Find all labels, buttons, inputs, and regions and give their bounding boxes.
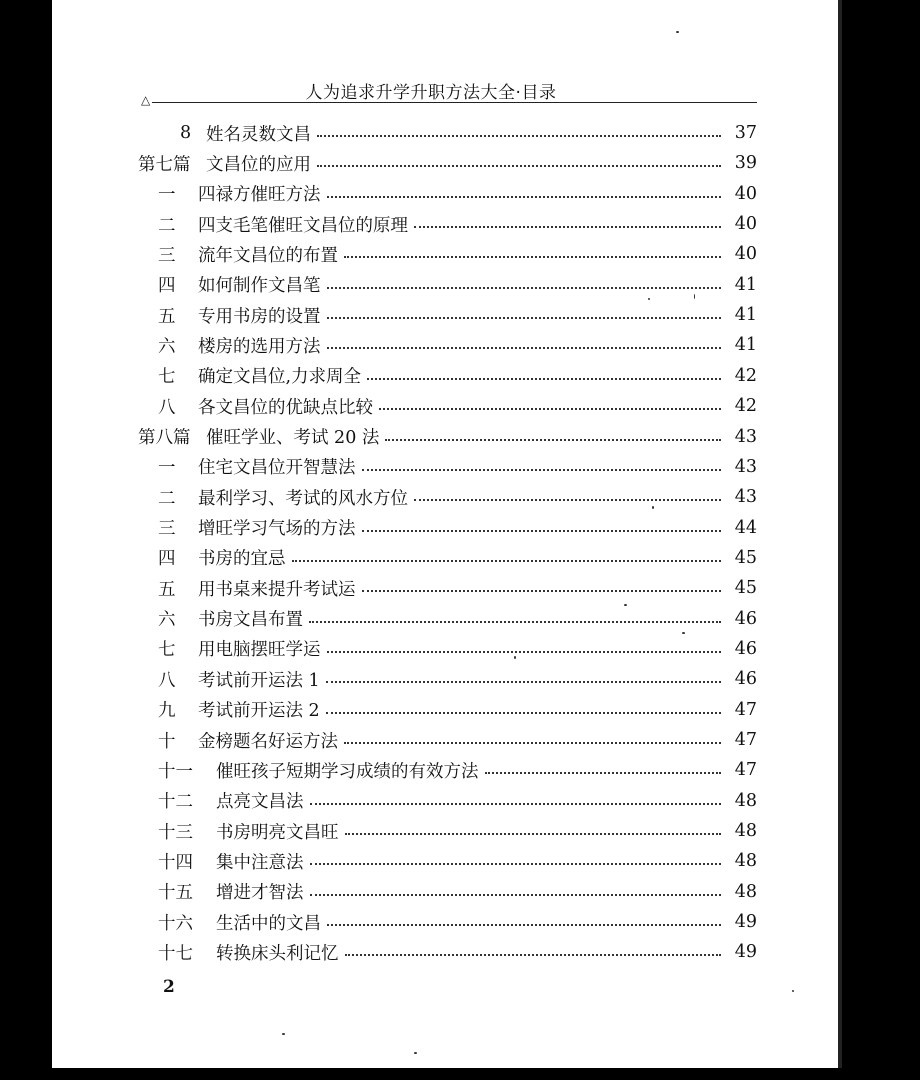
dot-leader <box>310 793 722 805</box>
toc-entry <box>158 786 757 816</box>
toc-entry-number: 十一 <box>158 761 193 782</box>
toc-entry-number: 五 <box>158 306 176 327</box>
toc-entry <box>158 391 757 421</box>
dot-leader <box>362 520 722 532</box>
toc-entry <box>158 543 757 573</box>
dot-leader <box>327 641 722 653</box>
dot-leader <box>326 702 721 714</box>
toc-entry-page: 46 <box>734 608 757 629</box>
toc-entry-title: 文昌位的应用 <box>206 154 311 175</box>
toc-entry-title: 书房的宜忌 <box>198 549 286 570</box>
triangle-marker-icon: △ <box>141 93 151 107</box>
toc-entry-page: 49 <box>734 942 757 963</box>
toc-entry-page: 48 <box>734 851 757 872</box>
toc-entry-page: 45 <box>734 578 757 599</box>
toc-entry-page: 37 <box>734 123 757 143</box>
toc-entry-title: 点亮文昌法 <box>216 792 304 813</box>
toc-entry <box>158 300 757 330</box>
toc-entry-title: 如何制作文昌笔 <box>198 276 321 297</box>
toc-entry-page: 43 <box>734 426 757 447</box>
toc-entry <box>158 361 757 391</box>
dot-leader <box>362 459 722 471</box>
toc-entry <box>158 907 757 937</box>
scan-speck <box>676 31 679 33</box>
toc-entry <box>158 664 757 694</box>
toc-entry-title: 专用书房的设置 <box>198 306 321 327</box>
toc-entry-number: 十三 <box>158 822 193 843</box>
dot-leader <box>292 550 722 562</box>
toc-entry-number: 十二 <box>158 792 193 813</box>
toc-entry-number: 四 <box>158 549 176 570</box>
toc-entry-number: 第八篇 <box>138 428 191 448</box>
toc-entry-number: 七 <box>158 640 176 661</box>
toc-entry <box>158 452 757 482</box>
dot-leader <box>317 125 721 137</box>
toc-entry-title: 书房明亮文昌旺 <box>216 822 339 843</box>
toc-entry-title: 书房文昌布置 <box>198 610 303 631</box>
dot-leader <box>327 914 721 926</box>
toc-entry-number: 8 <box>180 123 192 143</box>
toc-entry-title: 考试前开运法 1 <box>198 670 320 691</box>
dot-leader <box>379 398 721 410</box>
toc-entry-page: 43 <box>734 487 757 508</box>
toc-entry-page: 49 <box>734 912 757 933</box>
dot-leader <box>414 216 721 228</box>
dot-leader <box>327 337 722 349</box>
dot-leader <box>362 580 722 592</box>
scan-speck <box>624 604 627 606</box>
toc-entry-number: 四 <box>158 276 176 297</box>
toc-entry <box>158 816 757 846</box>
scan-speck <box>694 294 695 299</box>
dot-leader <box>317 155 721 167</box>
toc-entry <box>158 209 757 239</box>
toc-entry-page: 47 <box>734 699 757 720</box>
page-number: 2 <box>163 977 175 997</box>
toc-entry-title: 增旺学习气场的方法 <box>198 519 356 540</box>
toc-entry-page: 39 <box>734 153 757 174</box>
toc-entry-title: 催旺学业、考试 20 法 <box>206 428 380 448</box>
dot-leader <box>385 429 721 441</box>
toc-entry <box>138 422 757 452</box>
toc-entry <box>158 179 757 209</box>
dot-leader <box>345 944 722 956</box>
toc-entry <box>158 482 757 512</box>
toc-entry <box>158 513 757 543</box>
toc-entry-title: 集中注意法 <box>216 852 304 873</box>
scan-speck <box>682 632 685 634</box>
toc-entry-page: 40 <box>734 214 757 235</box>
dot-leader <box>414 489 721 501</box>
scan-speck <box>792 990 794 992</box>
toc-entry <box>138 148 757 178</box>
toc-entry-title: 四禄方催旺方法 <box>198 185 321 206</box>
page-edge <box>838 0 842 1068</box>
toc-entry <box>158 937 757 967</box>
toc-entry-page: 48 <box>734 790 757 811</box>
toc-entry-number: 二 <box>158 215 176 236</box>
toc-entry-title: 住宅文昌位开智慧法 <box>198 458 356 479</box>
dot-leader <box>344 732 721 744</box>
toc-entry-page: 41 <box>734 274 757 295</box>
toc-entry-number: 三 <box>158 245 176 266</box>
toc-entry-title: 楼房的选用方法 <box>198 336 321 357</box>
dot-leader <box>310 884 722 896</box>
toc-entry-title: 考试前开运法 2 <box>198 701 320 722</box>
scan-speck <box>648 298 650 300</box>
toc-entry-title: 金榜题名好运方法 <box>198 731 338 752</box>
toc-entry-number: 八 <box>158 670 176 691</box>
toc-entry-page: 48 <box>734 821 757 842</box>
toc-entry <box>158 604 757 634</box>
toc-entry <box>158 725 757 755</box>
toc-entry-page: 42 <box>734 365 757 386</box>
toc-entry-number: 二 <box>158 488 176 509</box>
toc-entry-title: 用书桌来提升考试运 <box>198 579 356 600</box>
toc-entry-title: 四支毛笔催旺文昌位的原理 <box>198 215 408 236</box>
toc-entry <box>158 877 757 907</box>
toc-entry-page: 46 <box>734 638 757 659</box>
dot-leader <box>367 368 721 380</box>
toc-entry-page: 44 <box>734 517 757 538</box>
toc-entry <box>158 270 757 300</box>
toc-entry-number: 九 <box>158 701 176 722</box>
toc-entry-number: 三 <box>158 519 176 540</box>
header-rule <box>152 102 757 103</box>
toc-entry <box>158 846 757 876</box>
toc-entry-title: 用电脑摆旺学运 <box>198 640 321 661</box>
scan-speck <box>414 1052 417 1054</box>
toc-entry-title: 生活中的文昌 <box>216 913 321 934</box>
toc-entry <box>158 695 757 725</box>
toc-entry-number: 七 <box>158 367 176 388</box>
toc-entry-page: 48 <box>734 881 757 902</box>
toc-entry-page: 40 <box>734 244 757 265</box>
dot-leader <box>327 186 722 198</box>
toc-entry-number: 一 <box>158 185 176 206</box>
toc-entry <box>158 239 757 269</box>
toc-entry-number: 十 <box>158 731 176 752</box>
toc-entry-page: 40 <box>734 183 757 204</box>
toc-entry-page: 41 <box>734 305 757 326</box>
toc-entry-page: 47 <box>734 760 757 781</box>
toc-entry-page: 46 <box>734 669 757 690</box>
dot-leader <box>485 762 722 774</box>
toc-entry-title: 催旺孩子短期学习成绩的有效方法 <box>216 761 479 782</box>
toc-entry-title: 各文昌位的优缺点比较 <box>198 397 373 418</box>
toc-entry <box>158 573 757 603</box>
toc-entry-page: 45 <box>734 547 757 568</box>
toc-entry-title: 姓名灵数文昌 <box>206 124 311 145</box>
dot-leader <box>344 246 721 258</box>
scan-speck <box>282 1033 285 1035</box>
toc-entry-page: 43 <box>734 456 757 477</box>
toc-entry-title: 最利学习、考试的风水方位 <box>198 488 408 509</box>
dot-leader <box>327 277 722 289</box>
dot-leader <box>326 671 721 683</box>
toc-entry-title: 增进才智法 <box>216 883 304 904</box>
toc-entry-number: 十四 <box>158 852 193 873</box>
toc-entry-number: 第七篇 <box>138 154 191 175</box>
toc-entry-number: 十五 <box>158 883 193 904</box>
running-header: 人为追求升学升职方法大全·目录 <box>305 83 557 103</box>
toc-entry-number: 一 <box>158 458 176 479</box>
toc-entry-title: 转换床头利记忆 <box>216 943 339 964</box>
scan-speck <box>514 656 516 659</box>
scan-speck <box>652 506 654 509</box>
toc-entry <box>158 755 757 785</box>
toc-entry <box>158 634 757 664</box>
toc-entry-number: 六 <box>158 610 176 631</box>
toc-entry-title: 流年文昌位的布置 <box>198 245 338 266</box>
toc-entry-number: 六 <box>158 336 176 357</box>
dot-leader <box>327 307 722 319</box>
toc-entry-page: 42 <box>734 396 757 417</box>
toc-entry-number: 五 <box>158 579 176 600</box>
toc-entry-page: 41 <box>734 335 757 356</box>
toc-entry <box>180 118 757 148</box>
toc-entry <box>158 330 757 360</box>
toc-entry-number: 十七 <box>158 943 193 964</box>
toc-entry-title: 确定文昌位,力求周全 <box>198 367 362 388</box>
toc-entry-number: 十六 <box>158 913 193 934</box>
toc-entry-page: 47 <box>734 730 757 750</box>
dot-leader <box>309 611 721 623</box>
toc-entry-number: 八 <box>158 397 176 418</box>
dot-leader <box>345 823 722 835</box>
dot-leader <box>310 853 722 865</box>
